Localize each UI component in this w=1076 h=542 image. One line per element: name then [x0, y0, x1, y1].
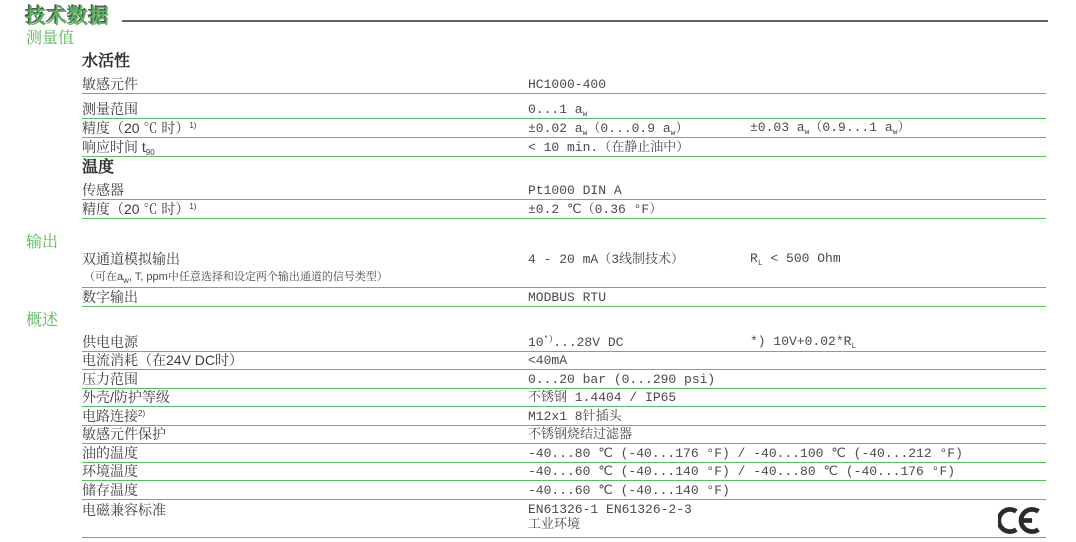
analog-output-block [82, 246, 1046, 288]
emc-standard-line1: EN61326-1 EN61326-2-3 [528, 501, 692, 517]
section-heading-general: 概述 [26, 312, 59, 329]
row-value-multiline [528, 502, 692, 532]
row-value: 0...20 bar (0...290 psi) [528, 371, 716, 387]
row-label: 电磁兼容标准 [82, 501, 166, 518]
row-label: 敏感元件保护 [82, 426, 166, 442]
temperature-rows [82, 181, 1046, 219]
row-value: 10*)...28V DC [528, 334, 624, 350]
table-row [82, 426, 1046, 445]
row-label: 电流消耗（在24V DC时） [82, 352, 244, 368]
table-row [82, 138, 1046, 157]
table-row [82, 181, 1046, 200]
row-label: 油的温度 [82, 444, 138, 461]
row-label: 测量范围 [82, 101, 138, 117]
table-row [82, 288, 1046, 307]
row-value: HC1000-400 [528, 77, 607, 92]
row-value: 0...1 $a_w$ [528, 102, 588, 119]
row-value: M12x1 8针插头 [528, 408, 622, 424]
row-value: MODBUS RTU [528, 290, 607, 305]
table-row [82, 200, 1046, 219]
emc-standard-line2: 工业环境 [528, 516, 581, 532]
row-value: -40...80 ℃ (-40...176 °F) / -40...100 ℃ (-40...212 °F) [528, 445, 963, 461]
page-header [26, 6, 1048, 28]
section-heading-output: 输出 [26, 234, 59, 251]
table-row-emc [82, 500, 1046, 538]
row-value: ±0.02 $a_w(0...0.9$ $a_w$） [528, 121, 689, 138]
row-label: 供电电源 [82, 333, 138, 350]
row-label: 环境温度 [82, 463, 138, 479]
table-row [82, 94, 1046, 119]
table-row [82, 444, 1046, 463]
row-label: 传感器 [82, 182, 124, 198]
table-row [82, 75, 1046, 94]
row-label: 数字输出 [82, 289, 138, 305]
row-value: <40mA [528, 353, 568, 368]
row-label: 储存温度 [82, 481, 138, 498]
row-label: 响应时间 $t_{90}$ [82, 139, 155, 157]
ce-mark-icon [998, 506, 1044, 540]
row-value: -40...60 ℃ (-40...140 °F) / -40...80 ℃ (-40...176 °F) [528, 464, 956, 479]
row-label: 精度（20 ℃ 时）$^{1)}$ [82, 120, 197, 136]
row-value-secondary: $R_L < 500$ Ohm [750, 251, 841, 268]
analog-output-note: （可在$a_w$, T, ppm中任意选择和设定两个输出通道的信号类型） [84, 271, 388, 285]
row-value: 不锈钢 1.4404 / IP65 [528, 390, 677, 405]
title-rule-line [122, 20, 1048, 22]
table-row [82, 333, 1046, 352]
row-value: < 10 min.（在静止油中） [528, 140, 690, 155]
table-row [82, 481, 1046, 500]
subheading-temperature: 温度 [82, 159, 115, 176]
water-activity-rows [82, 75, 1046, 157]
row-value: ±0.2 ℃（0.36 °F） [528, 202, 663, 217]
table-row [82, 370, 1046, 389]
table-row [82, 352, 1046, 371]
table-row [82, 246, 1046, 268]
row-label: 精度（20 ℃ 时）$^{1)}$ [82, 201, 197, 217]
output-rows [82, 246, 1046, 307]
row-value-secondary: *) $10V+0.02*R_L$ [750, 333, 857, 351]
general-rows [82, 333, 1046, 538]
row-value-secondary: ±0.03 $a_w(0.9...1$ $a_w$） [750, 120, 911, 137]
row-label: 外壳/防护等级 [82, 389, 170, 405]
table-row [82, 407, 1046, 426]
table-row [82, 119, 1046, 138]
section-heading-measure: 测量值 [26, 30, 75, 47]
row-label: 敏感元件 [82, 76, 138, 92]
table-row [82, 389, 1046, 408]
row-value: 4 - 20 mA（3线制技术） [528, 252, 685, 267]
page-title: 技术数据 [26, 6, 110, 28]
row-value: -40...60 ℃ (-40...140 °F) [528, 482, 730, 498]
row-label: 双通道模拟输出 [82, 251, 180, 267]
subheading-water-activity: 水活性 [82, 53, 131, 70]
row-label: 压力范围 [82, 370, 138, 387]
row-label: 电路连接$^{2)}$ [82, 407, 146, 424]
table-row [82, 463, 1046, 482]
row-value: 不锈钢烧结过滤器 [528, 427, 633, 442]
row-value: Pt1000 DIN A [528, 183, 622, 198]
